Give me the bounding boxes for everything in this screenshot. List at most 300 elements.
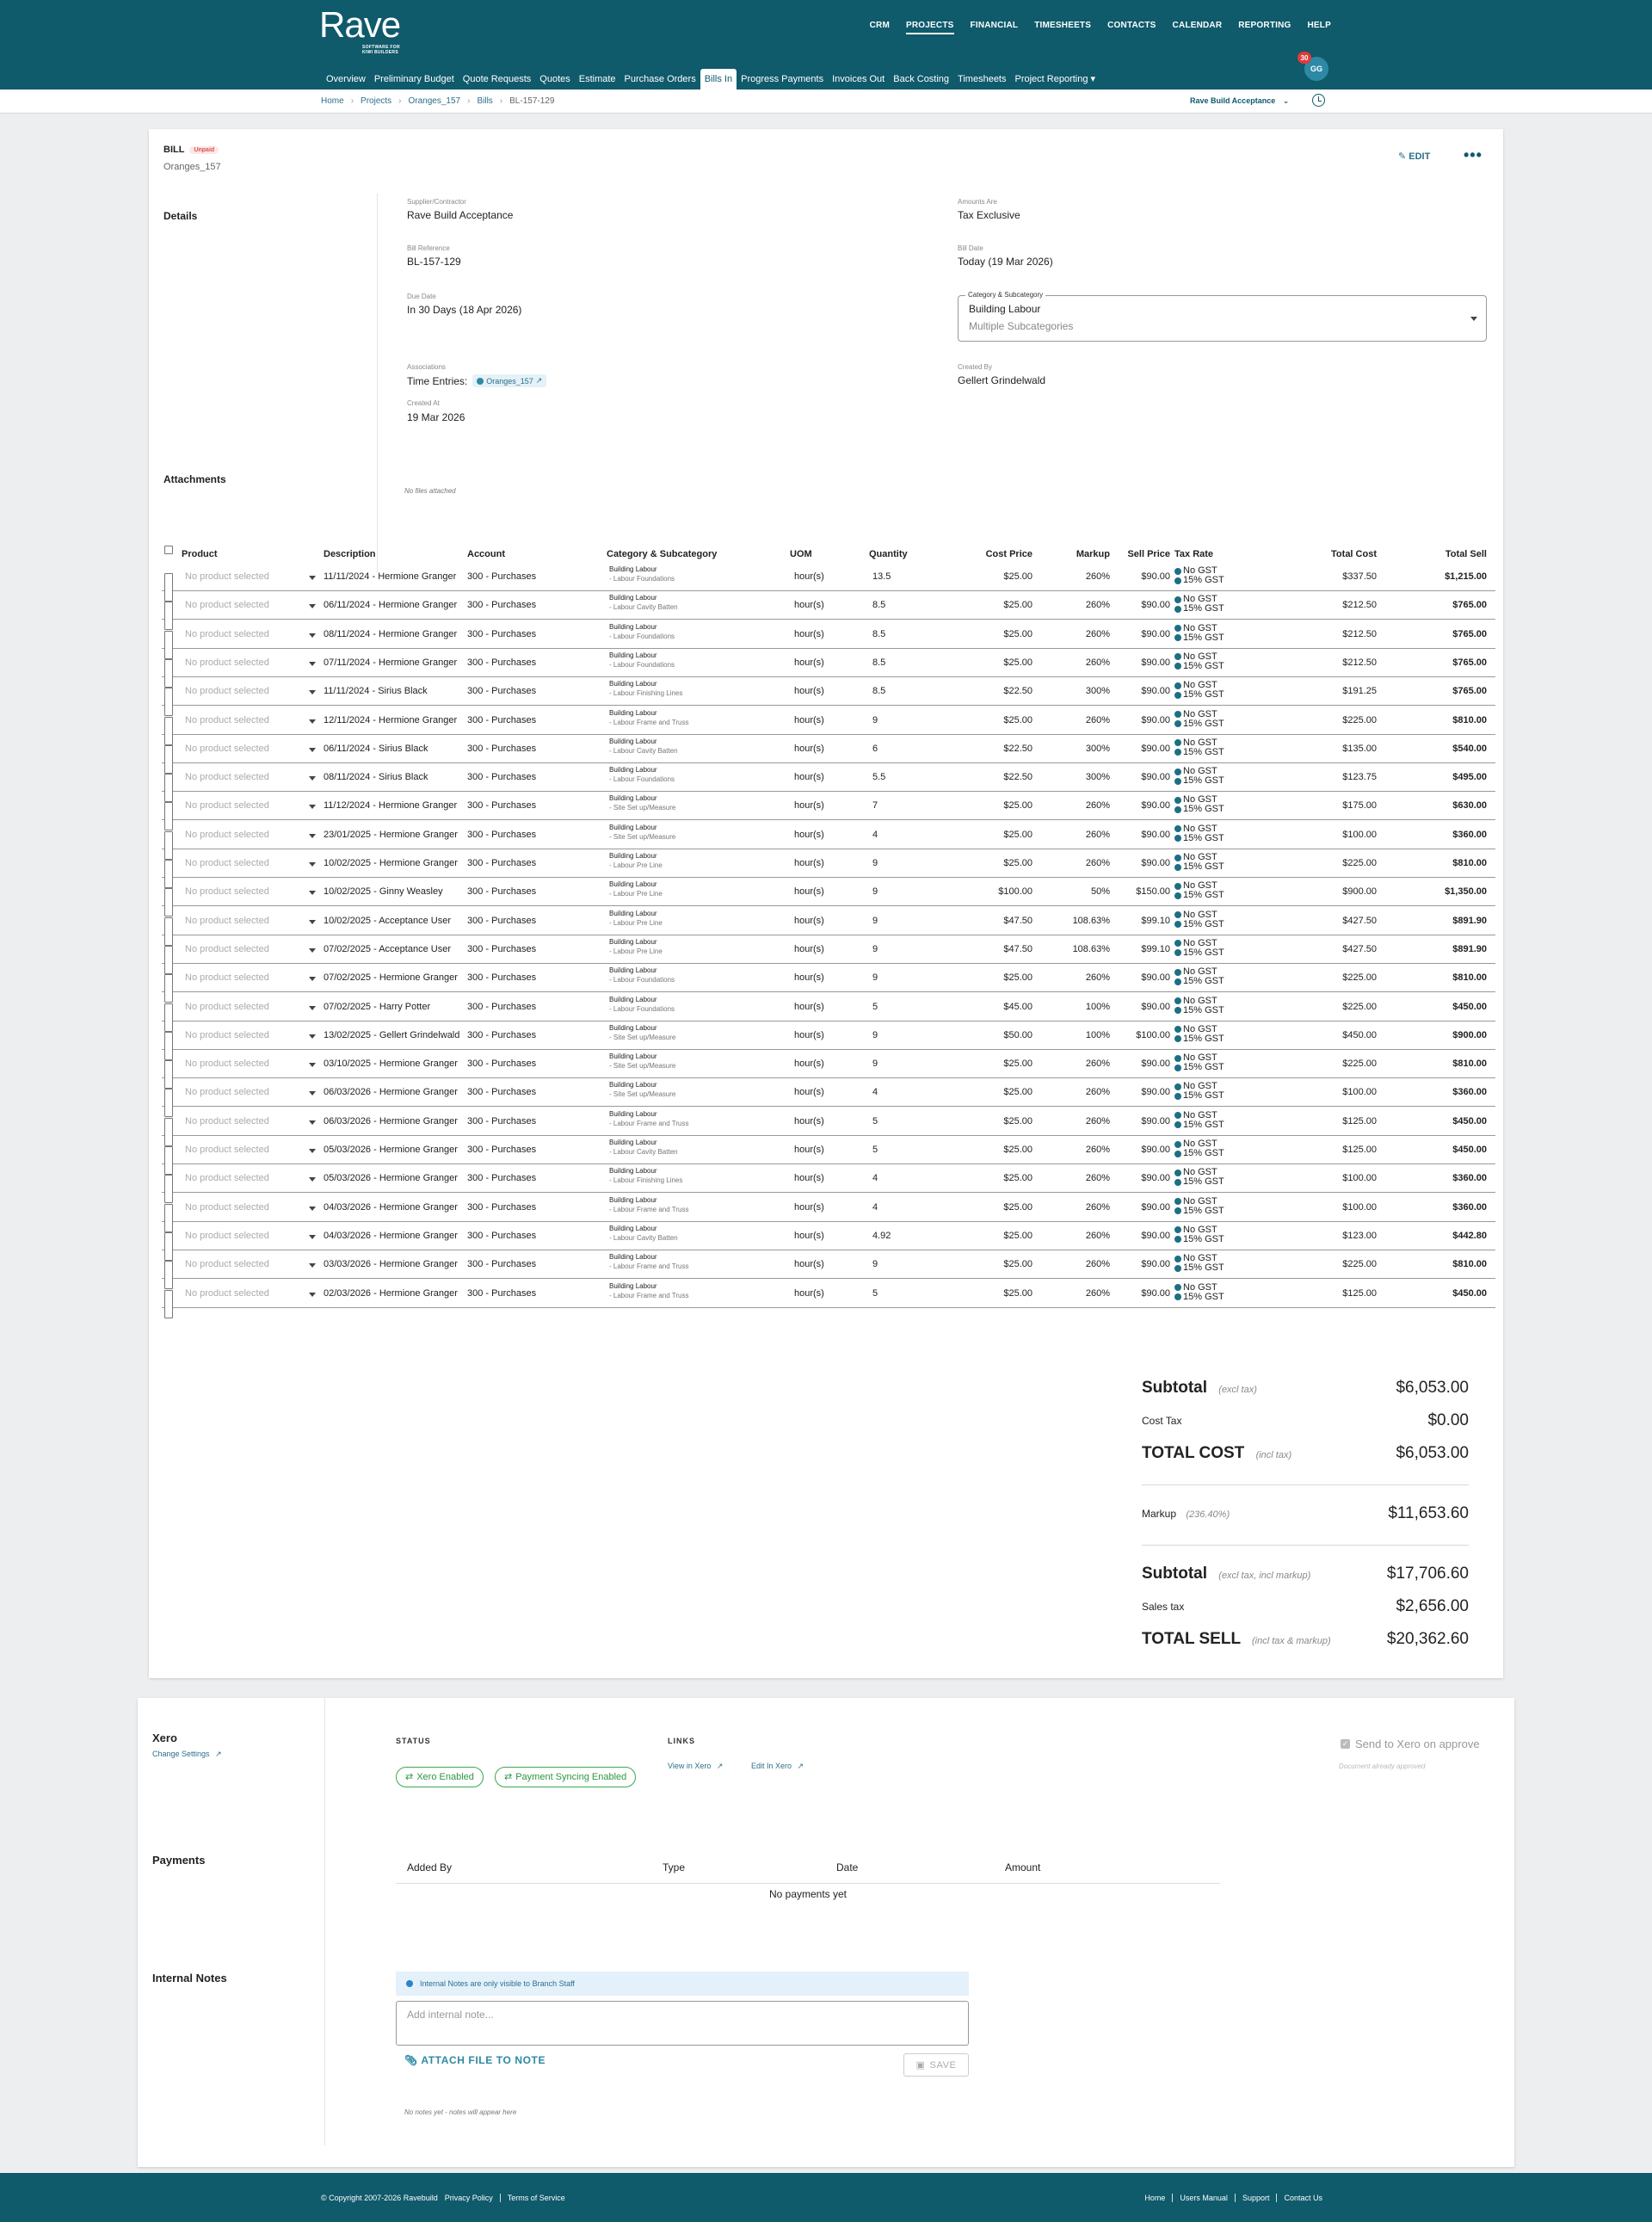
product-select[interactable]: No product selected [185, 1059, 269, 1070]
tax-no-gst: No GST [1183, 767, 1217, 777]
tax-line [1174, 1235, 1243, 1244]
col-account: Account [467, 549, 505, 559]
terms-of-service-link[interactable]: Terms of Service [507, 2194, 565, 2202]
col-product: Product [182, 549, 218, 559]
logo-text: Rave [319, 4, 401, 45]
tax-15-gst: 15% GST [1183, 746, 1224, 757]
footer-home-link[interactable]: Home [1144, 2194, 1166, 2202]
tab-quotes[interactable]: Quotes [539, 74, 570, 84]
account-cell: 300 - Purchases [467, 829, 537, 840]
markup-cell: 260% [1085, 1059, 1110, 1070]
rave-logo[interactable] [319, 5, 400, 55]
total-cost-cell: $427.50 [1342, 943, 1377, 954]
tab-back-costing[interactable]: Back Costing [893, 74, 950, 84]
breadcrumb-item[interactable]: Oranges_157 [408, 96, 461, 106]
table-row [162, 707, 1495, 735]
category-sub: - Site Set up/Measure [609, 1062, 676, 1071]
edit-in-xero-label: Edit In Xero [751, 1762, 792, 1770]
tax-icon [1174, 1065, 1181, 1071]
uom-cell: hour(s) [794, 972, 824, 984]
tax-rate-cell [1174, 1025, 1243, 1053]
category-main: Building Labour [609, 1195, 657, 1204]
tax-15-gst: 15% GST [1183, 1033, 1224, 1044]
quantity-cell: 8.5 [872, 686, 886, 697]
topnav-help[interactable]: HELP [1307, 21, 1331, 30]
category-cell [609, 679, 781, 707]
tab-purchase-orders[interactable]: Purchase Orders [624, 74, 696, 84]
bill-date-label: Bill Date [958, 244, 983, 252]
subtotal-label [1142, 1379, 1257, 1398]
cost-price-cell: $45.00 [1003, 1001, 1032, 1012]
quantity-cell: 4 [872, 1087, 878, 1098]
tab-preliminary-budget[interactable]: Preliminary Budget [373, 74, 454, 84]
tab-progress-payments[interactable]: Progress Payments [741, 74, 824, 84]
tab-project-reporting[interactable]: Project Reporting ▾ [1014, 74, 1096, 84]
tax-rate-cell [1174, 910, 1243, 939]
category-main: Building Labour [609, 937, 657, 946]
total-sell-cell: $900.00 [1452, 1029, 1487, 1040]
tab-quote-requests[interactable]: Quote Requests [462, 74, 532, 84]
tab-invoices-out[interactable]: Invoices Out [832, 74, 885, 84]
quantity-cell: 8.5 [872, 628, 886, 639]
product-select[interactable]: No product selected [185, 743, 269, 754]
category-main: Building Labour [609, 1281, 657, 1290]
category-cell [609, 737, 781, 765]
tax-15-gst: 15% GST [1183, 660, 1224, 671]
product-select[interactable]: No product selected [185, 686, 269, 697]
payment-syncing-badge [495, 1767, 636, 1787]
time-entries-label: Time Entries: [407, 374, 468, 387]
quantity-cell: 4 [872, 1173, 878, 1184]
more-options-icon[interactable]: ••• [1464, 146, 1482, 164]
tax-rate-cell [1174, 652, 1243, 681]
table-row [162, 849, 1495, 878]
tax-line [1174, 948, 1243, 958]
contact-us-link[interactable]: Contact Us [1284, 2194, 1322, 2202]
tax-icon [1174, 1151, 1181, 1157]
tax-line [1174, 1177, 1243, 1187]
product-select[interactable]: No product selected [185, 600, 269, 611]
product-select[interactable]: No product selected [185, 800, 269, 812]
account-cell: 300 - Purchases [467, 743, 537, 754]
time-entry-chip[interactable] [472, 374, 546, 387]
markup-cell: 50% [1090, 886, 1110, 898]
total-sell-cell: $810.00 [1452, 1059, 1487, 1070]
category-main: Building Labour [609, 966, 657, 975]
totals-divider [1142, 1484, 1469, 1485]
sell-price-cell: $90.00 [1141, 972, 1170, 984]
subtotal-markup-label-text: Subtotal [1142, 1565, 1207, 1583]
category-cell [609, 823, 781, 851]
quantity-cell: 6 [872, 743, 878, 754]
sell-price-cell: $90.00 [1141, 571, 1170, 582]
topnav-crm[interactable]: CRM [869, 21, 891, 30]
tax-icon [1174, 577, 1181, 584]
total-cost-cell: $175.00 [1342, 800, 1377, 812]
breadcrumb-item[interactable]: Home [321, 96, 344, 106]
uom-cell: hour(s) [794, 915, 824, 926]
attach-file-button[interactable] [404, 2054, 546, 2066]
col-added-by: Added By [407, 1861, 453, 1873]
bill-card [149, 129, 1503, 1678]
tax-rate-cell [1174, 881, 1243, 910]
col-date: Date [836, 1861, 859, 1873]
description-cell: 23/01/2025 - Hermione Granger [324, 829, 458, 840]
notification-badge[interactable]: 30 [1298, 52, 1311, 64]
quantity-cell: 4 [872, 829, 878, 840]
sell-price-cell: $90.00 [1141, 1201, 1170, 1213]
product-select[interactable]: No product selected [185, 1087, 269, 1098]
product-select[interactable]: No product selected [185, 772, 269, 783]
tax-line [1174, 710, 1243, 719]
product-select[interactable]: No product selected [185, 1287, 269, 1299]
tax-rate-cell [1174, 1197, 1243, 1225]
tab-estimate[interactable]: Estimate [578, 74, 616, 84]
row-checkbox[interactable] [164, 1290, 173, 1318]
supplier-label: Supplier/Contractor [407, 198, 466, 206]
total-cost-cell: $337.50 [1342, 571, 1377, 582]
uom-cell: hour(s) [794, 714, 824, 725]
topnav-financial[interactable]: FINANCIAL [970, 21, 1019, 30]
sell-price-cell: $90.00 [1141, 657, 1170, 668]
cost-tax-value: $0.00 [1427, 1411, 1469, 1429]
markup-cell: 300% [1085, 772, 1110, 783]
total-cost-cell: $225.00 [1342, 972, 1377, 984]
table-row [162, 677, 1495, 706]
attach-file-label: ATTACH FILE TO NOTE [421, 2054, 546, 2066]
edit-button[interactable] [1398, 151, 1430, 162]
markup-cell: 260% [1085, 600, 1110, 611]
total-cost-cell: $450.00 [1342, 1029, 1377, 1040]
sell-price-cell: $90.00 [1141, 600, 1170, 611]
logo-subtitle: SOFTWARE FOR [362, 45, 400, 50]
info-icon [406, 1980, 413, 1987]
uom-cell: hour(s) [794, 1201, 824, 1213]
category-sub: - Site Set up/Measure [609, 804, 676, 812]
tax-line [1174, 1283, 1243, 1293]
category-main: Building Labour [609, 1139, 657, 1146]
product-select[interactable]: No product selected [185, 714, 269, 725]
product-select[interactable]: No product selected [185, 858, 269, 868]
view-in-xero-link[interactable] [668, 1762, 723, 1771]
product-select[interactable]: No product selected [185, 571, 269, 582]
uom-cell: hour(s) [794, 1287, 824, 1299]
payments-heading: Payments [152, 1854, 206, 1867]
category-sub: - Labour Foundations [609, 660, 675, 669]
account-cell: 300 - Purchases [467, 628, 537, 639]
uom-cell: hour(s) [794, 800, 824, 812]
description-cell: 06/11/2024 - Hermione Granger [324, 600, 458, 611]
links-label: LINKS [668, 1737, 695, 1745]
topnav-reporting[interactable]: REPORTING [1238, 21, 1291, 30]
footer [0, 2173, 1652, 2222]
category-cell [609, 909, 781, 937]
uom-cell: hour(s) [794, 1001, 824, 1012]
tax-15-gst: 15% GST [1183, 861, 1224, 872]
tab-bills-in[interactable]: Bills In [700, 69, 737, 89]
product-select[interactable]: No product selected [185, 1145, 269, 1155]
category-cell [609, 793, 781, 822]
table-row [162, 1222, 1495, 1250]
subtotal-note: (excl tax) [1218, 1385, 1257, 1395]
account-cell: 300 - Purchases [467, 657, 537, 668]
users-manual-link[interactable]: Users Manual [1180, 2194, 1228, 2202]
breadcrumb-item[interactable]: Bills [477, 96, 493, 106]
category-sub: - Labour Frame and Truss [609, 1205, 689, 1213]
tax-icon [1174, 1026, 1181, 1033]
category-main: Building Labour [609, 622, 657, 631]
tax-rate-cell [1174, 1254, 1243, 1282]
table-row [162, 821, 1495, 849]
col-description: Description [324, 549, 376, 559]
category-cell [609, 1138, 781, 1166]
tax-no-gst: No GST [1183, 1139, 1217, 1149]
tax-no-gst: No GST [1183, 595, 1217, 605]
tax-icon [1174, 1236, 1181, 1243]
subtotal-markup-note: (excl tax, incl markup) [1218, 1571, 1311, 1581]
category-sub: - Labour Frame and Truss [609, 1291, 689, 1299]
select-all-checkbox[interactable] [164, 546, 173, 554]
quantity-cell: 5 [872, 1115, 878, 1126]
category-main: Building Labour [609, 1052, 657, 1061]
cost-price-cell: $22.50 [1003, 686, 1032, 697]
total-sell-cell: $630.00 [1452, 800, 1487, 812]
topnav-projects[interactable]: PROJECTS [906, 21, 954, 34]
tax-rate-cell [1174, 795, 1243, 824]
description-cell: 03/03/2026 - Hermione Granger [324, 1259, 458, 1270]
cost-price-cell: $25.00 [1003, 1145, 1032, 1155]
quantity-cell: 4 [872, 1201, 878, 1213]
send-to-xero-label: Send to Xero on approve [1355, 1737, 1480, 1750]
payment-syncing-label: Payment Syncing Enabled [515, 1772, 627, 1782]
uom-cell: hour(s) [794, 1259, 824, 1270]
tax-icon [1174, 739, 1181, 746]
tax-icon [1174, 997, 1181, 1004]
description-cell: 04/03/2026 - Hermione Granger [324, 1230, 458, 1241]
tax-icon [1174, 1226, 1181, 1233]
tax-no-gst: No GST [1183, 1053, 1217, 1064]
footer-separator [1235, 2194, 1236, 2202]
sales-tax-value: $2,656.00 [1396, 1597, 1469, 1615]
tax-icon [1174, 1284, 1181, 1291]
category-main: Building Labour [609, 1109, 657, 1118]
uom-cell: hour(s) [794, 858, 824, 868]
category-main: Building Labour [609, 651, 657, 659]
col-total-cost: Total Cost [1331, 549, 1377, 559]
topnav-calendar[interactable]: CALENDAR [1172, 21, 1223, 30]
total-sell-cell: $360.00 [1452, 1173, 1487, 1184]
category-sub: - Labour Finishing Lines [609, 1176, 683, 1185]
markup-note: (236.40%) [1186, 1509, 1230, 1520]
tax-icon [1174, 969, 1181, 976]
tax-icon [1174, 797, 1181, 804]
category-main: Building Labour [609, 852, 657, 860]
category-cell [609, 593, 781, 621]
subtotal-markup-label [1142, 1565, 1310, 1583]
section-divider [324, 1698, 325, 2145]
tax-rate-cell [1174, 738, 1243, 767]
account-cell: 300 - Purchases [467, 886, 537, 898]
category-sub: - Labour Frame and Truss [609, 718, 689, 726]
subtotal-label-text: Subtotal [1142, 1379, 1207, 1397]
product-select[interactable]: No product selected [185, 1173, 269, 1184]
product-select[interactable]: No product selected [185, 628, 269, 639]
total-cost-cell: $125.00 [1342, 1145, 1377, 1155]
project-sub-navigation [322, 69, 1100, 89]
footer-right [1144, 2194, 1322, 2202]
category-cell [609, 966, 781, 994]
quantity-cell: 5.5 [872, 772, 886, 783]
tax-rate-cell [1174, 1283, 1243, 1312]
table-row [162, 649, 1495, 677]
category-main: Building Labour [609, 737, 657, 745]
product-select[interactable]: No product selected [185, 886, 269, 898]
product-select[interactable]: No product selected [185, 1115, 269, 1126]
tax-icon [1174, 749, 1181, 756]
category-sub: - Labour Finishing Lines [609, 689, 683, 698]
xero-enabled-label: Xero Enabled [416, 1772, 474, 1782]
save-note-button[interactable] [903, 2053, 969, 2077]
table-row [162, 1050, 1495, 1078]
total-sell-cell: $765.00 [1452, 628, 1487, 639]
support-link[interactable]: Support [1242, 2194, 1270, 2202]
sell-price-cell: $90.00 [1141, 1059, 1170, 1070]
created-at-value: 19 Mar 2026 [407, 411, 465, 423]
cost-price-cell: $25.00 [1003, 1201, 1032, 1213]
tax-rate-cell [1174, 939, 1243, 967]
tax-no-gst: No GST [1183, 1196, 1217, 1207]
account-cell: 300 - Purchases [467, 858, 537, 868]
tax-icon [1174, 1265, 1181, 1272]
history-icon[interactable] [1312, 94, 1325, 107]
cost-price-cell: $47.50 [1003, 915, 1032, 926]
uom-cell: hour(s) [794, 1087, 824, 1098]
category-cell [609, 565, 781, 593]
product-select[interactable]: No product selected [185, 1230, 269, 1241]
cost-price-cell: $25.00 [1003, 600, 1032, 611]
table-row [162, 1078, 1495, 1107]
total-cost-value: $6,053.00 [1396, 1444, 1469, 1462]
topnav-contacts[interactable]: CONTACTS [1107, 21, 1156, 30]
breadcrumb-bar [0, 89, 1652, 114]
checkbox-checked-icon: ✓ [1341, 1739, 1349, 1748]
cost-price-cell: $25.00 [1003, 1259, 1032, 1270]
save-label: SAVE [929, 2059, 957, 2071]
tax-icon [1174, 1170, 1181, 1176]
edit-in-xero-link[interactable] [751, 1762, 804, 1771]
subtotal-value: $6,053.00 [1396, 1379, 1469, 1397]
avatar[interactable]: GG [1303, 55, 1330, 83]
account-cell: 300 - Purchases [467, 772, 537, 783]
product-select[interactable]: No product selected [185, 1259, 269, 1270]
privacy-policy-link[interactable]: Privacy Policy [444, 2194, 493, 2202]
bill-reference-value: BL-157-129 [407, 256, 461, 268]
send-to-xero-toggle[interactable] [1341, 1737, 1480, 1750]
amounts-label: Amounts Are [958, 198, 997, 206]
product-select[interactable]: No product selected [185, 915, 269, 926]
uom-cell: hour(s) [794, 1059, 824, 1070]
view-in-xero-label: View in Xero [668, 1762, 712, 1770]
total-cost-cell: $100.00 [1342, 1173, 1377, 1184]
product-select[interactable]: No product selected [185, 1001, 269, 1012]
product-select[interactable]: No product selected [185, 972, 269, 984]
category-sub: - Site Set up/Measure [609, 1090, 676, 1099]
product-select[interactable]: No product selected [185, 1029, 269, 1040]
category-select-label: Category & Subcategory [965, 291, 1045, 299]
total-cost-cell: $225.00 [1342, 858, 1377, 868]
internal-note-input[interactable]: Add internal note... [396, 2001, 969, 2046]
tax-line [1174, 1149, 1243, 1158]
category-sub: - Labour Cavity Batten [609, 603, 678, 612]
tax-no-gst: No GST [1183, 651, 1217, 662]
cost-price-cell: $22.50 [1003, 772, 1032, 783]
tax-rate-cell [1174, 1225, 1243, 1254]
account-cell: 300 - Purchases [467, 571, 537, 582]
sell-price-cell: $90.00 [1141, 772, 1170, 783]
tax-icon [1174, 1207, 1181, 1214]
description-cell: 10/02/2025 - Hermione Granger [324, 858, 458, 868]
product-select[interactable]: No product selected [185, 943, 269, 954]
tax-15-gst: 15% GST [1183, 890, 1224, 901]
product-select[interactable]: No product selected [185, 1201, 269, 1213]
xero-payments-notes-card [138, 1698, 1514, 2167]
markup-cell: 100% [1085, 1029, 1110, 1040]
category-main: Building Labour [969, 303, 1041, 315]
tab-overview[interactable]: Overview [326, 74, 366, 84]
change-settings-link[interactable] [152, 1750, 222, 1759]
category-sub: - Labour Pre Line [609, 861, 663, 869]
tax-rate-cell [1174, 1139, 1243, 1168]
tax-icon [1174, 892, 1181, 899]
footer-separator [1276, 2194, 1277, 2202]
tax-icon [1174, 825, 1181, 832]
description-cell: 07/02/2025 - Acceptance User [324, 943, 451, 954]
total-cost-cell: $212.50 [1342, 657, 1377, 668]
cost-price-cell: $25.00 [1003, 1087, 1032, 1098]
account-cell: 300 - Purchases [467, 1287, 537, 1299]
category-cell [609, 937, 781, 966]
topnav-timesheets[interactable]: TIMESHEETS [1034, 21, 1092, 30]
amounts-value: Tax Exclusive [958, 209, 1020, 221]
product-select[interactable]: No product selected [185, 657, 269, 668]
category-sub: - Labour Pre Line [609, 947, 663, 955]
branch-selector[interactable] [1190, 96, 1289, 106]
table-row [162, 591, 1495, 620]
category-sub: - Labour Foundations [609, 976, 675, 984]
total-sell-label-text: TOTAL SELL [1142, 1630, 1241, 1648]
sell-price-cell: $99.10 [1141, 915, 1170, 926]
tax-15-gst: 15% GST [1183, 832, 1224, 843]
product-select[interactable]: No product selected [185, 829, 269, 840]
total-sell-cell: $810.00 [1452, 858, 1487, 868]
category-select[interactable] [958, 291, 1487, 342]
bill-project: Oranges_157 [163, 162, 221, 172]
tax-icon [1174, 663, 1181, 670]
quantity-cell: 9 [872, 714, 878, 725]
dropdown-arrow-icon[interactable] [309, 1293, 316, 1321]
category-cell [609, 651, 781, 679]
col-markup: Markup [1076, 549, 1110, 559]
total-cost-cell: $225.00 [1342, 1059, 1377, 1070]
notes-info-text: Internal Notes are only visible to Branch Staff [420, 1979, 575, 1988]
quantity-cell: 8.5 [872, 600, 886, 611]
description-cell: 04/03/2026 - Hermione Granger [324, 1201, 458, 1213]
logo-subtitle-2: KIWI BUILDERS [362, 50, 398, 55]
breadcrumb-item[interactable]: Projects [361, 96, 392, 106]
tab-timesheets[interactable]: Timesheets [958, 74, 1007, 84]
tax-icon [1174, 864, 1181, 871]
sell-price-cell: $90.00 [1141, 1287, 1170, 1299]
